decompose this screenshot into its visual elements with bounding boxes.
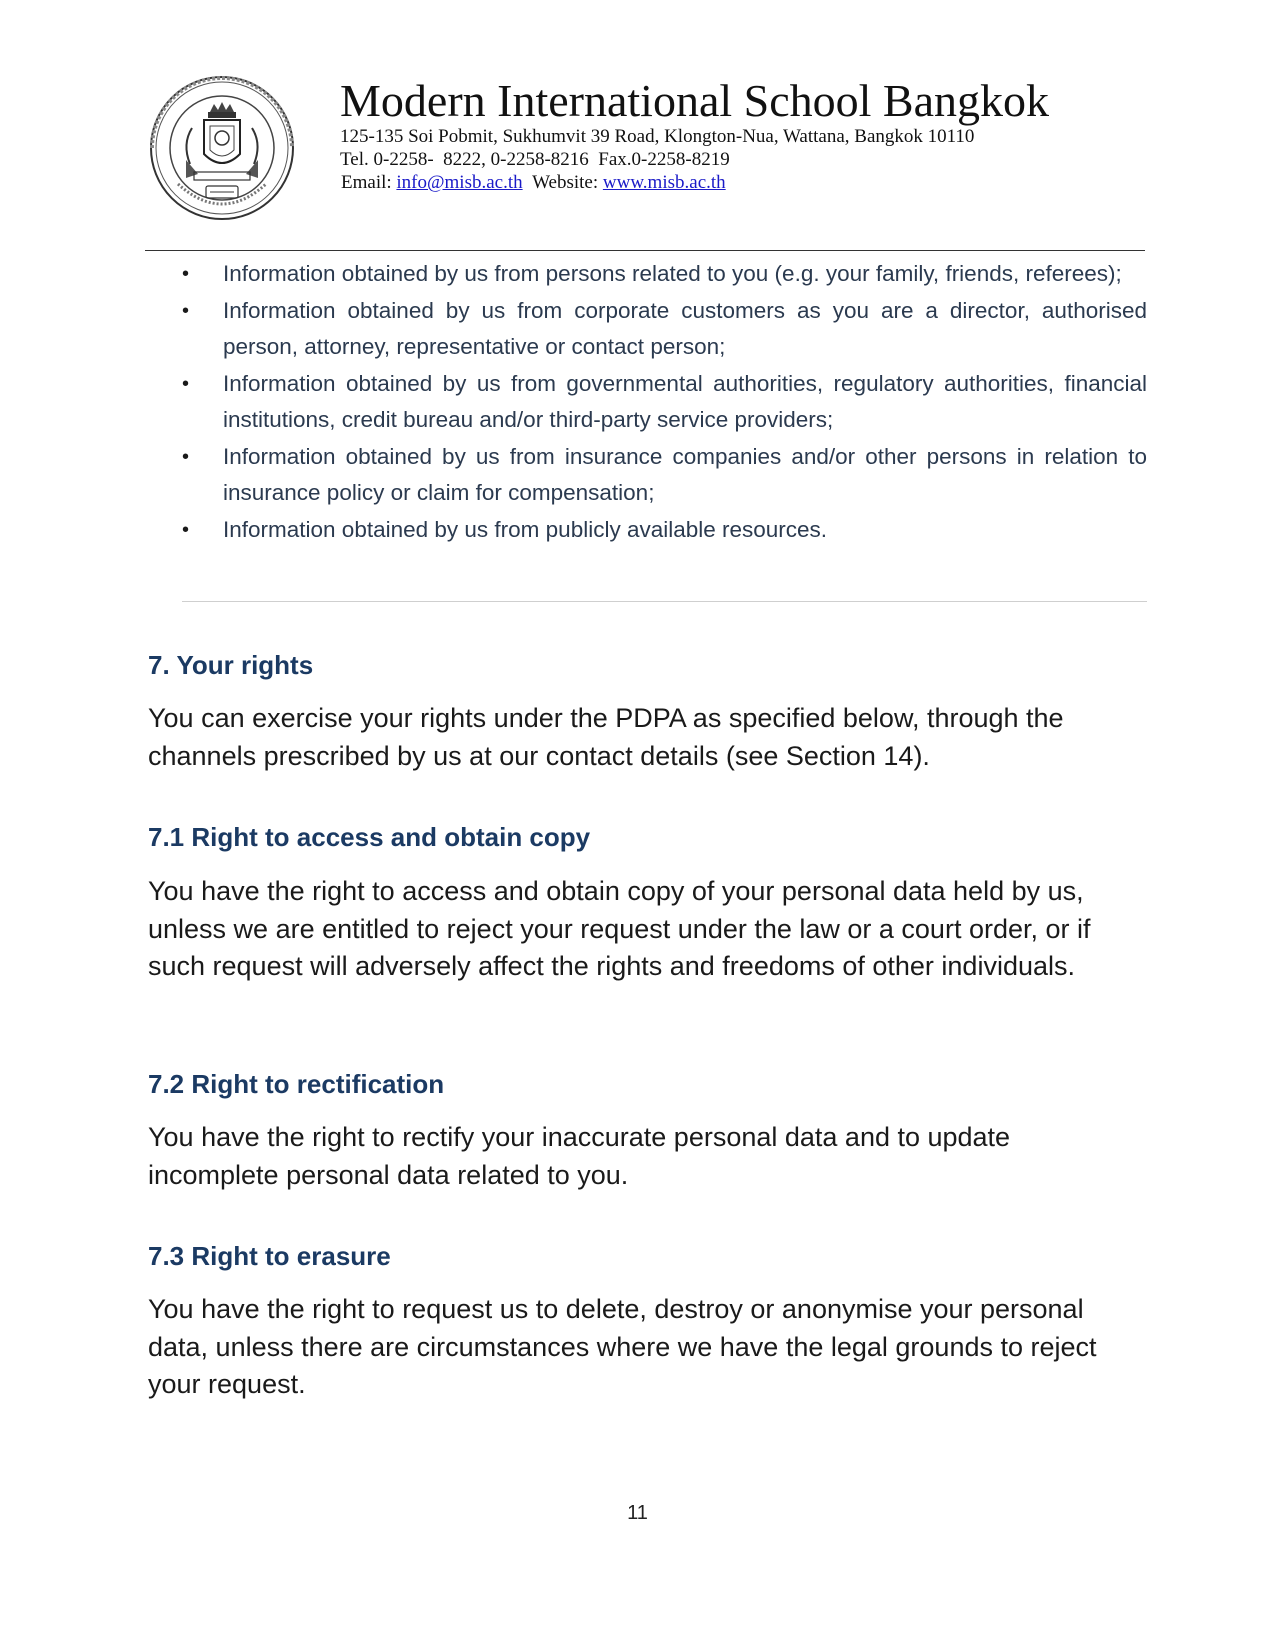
bullet-icon: • (182, 299, 190, 322)
info-sources-list (180, 256, 1147, 548)
section-7-1-heading: 7.1 Right to access and obtain copy (148, 822, 591, 852)
list-divider (182, 601, 1147, 602)
school-seal-icon (148, 74, 296, 222)
contact-line (341, 172, 726, 194)
section-7-intro: You can exercise your rights under the PDPA as specified below, through the channels prescribed by us at our contact details (see Section 14). (148, 703, 1064, 771)
section-7-2-body: You have the right to rectify your inaccurate personal data and to update incomplete personal data related to you. (148, 1122, 1011, 1190)
school-name: Modern International School Bangkok (340, 75, 1050, 126)
school-address: 125-135 Soi Pobmit, Sukhumvit 39 Road, Klongton-Nua, Wattana, Bangkok 10110 (340, 126, 975, 147)
list-item: • Information obtained by us from persons related to you (e.g. your family, friends, referees); (180, 256, 1147, 293)
email-link[interactable]: info@misb.ac.th (396, 172, 523, 193)
list-item: • Information obtained by us from corporate customers as you are a director, authorised person, attorney, representative or contact person; (180, 293, 1147, 366)
header-divider (145, 250, 1145, 251)
bullet-icon: • (182, 372, 190, 395)
website-label: Website: (532, 172, 603, 193)
section-7-heading: 7. Your rights (148, 650, 314, 680)
school-phone-fax: Tel. 0-2258- 8222, 0-2258-8216 Fax.0-2258-8219 (340, 149, 730, 170)
page-number: 11 (627, 1502, 648, 1524)
website-link[interactable]: www.misb.ac.th (602, 172, 726, 193)
bullet-icon: • (182, 263, 190, 285)
section-7-1-body: You have the right to access and obtain copy of your personal data held by us, unless we are entitled to reject your request under the law or a court order, or if such request will adversely affect the rights and freedoms of other individuals. (148, 876, 1091, 981)
letterhead (140, 68, 1140, 228)
section-7-3-body: You have the right to request us to delete, destroy or anonymise your personal data, unless there are circumstances where we have the legal grounds to reject your request. (148, 1294, 1097, 1399)
bullet-icon: • (182, 445, 190, 468)
email-label: Email: (341, 172, 397, 193)
list-item: • Information obtained by us from publicly available resources. (180, 512, 1147, 549)
section-7-3-heading: 7.3 Right to erasure (148, 1241, 391, 1271)
list-item: • Information obtained by us from insurance companies and/or other persons in relation to insurance policy or claim for compensation; (180, 439, 1147, 512)
bullet-icon: • (182, 518, 190, 541)
section-7-2-heading: 7.2 Right to rectification (148, 1069, 445, 1099)
list-item: • Information obtained by us from governmental authorities, regulatory authorities, financial institutions, credit bureau and/or third-party service providers; (180, 366, 1147, 439)
